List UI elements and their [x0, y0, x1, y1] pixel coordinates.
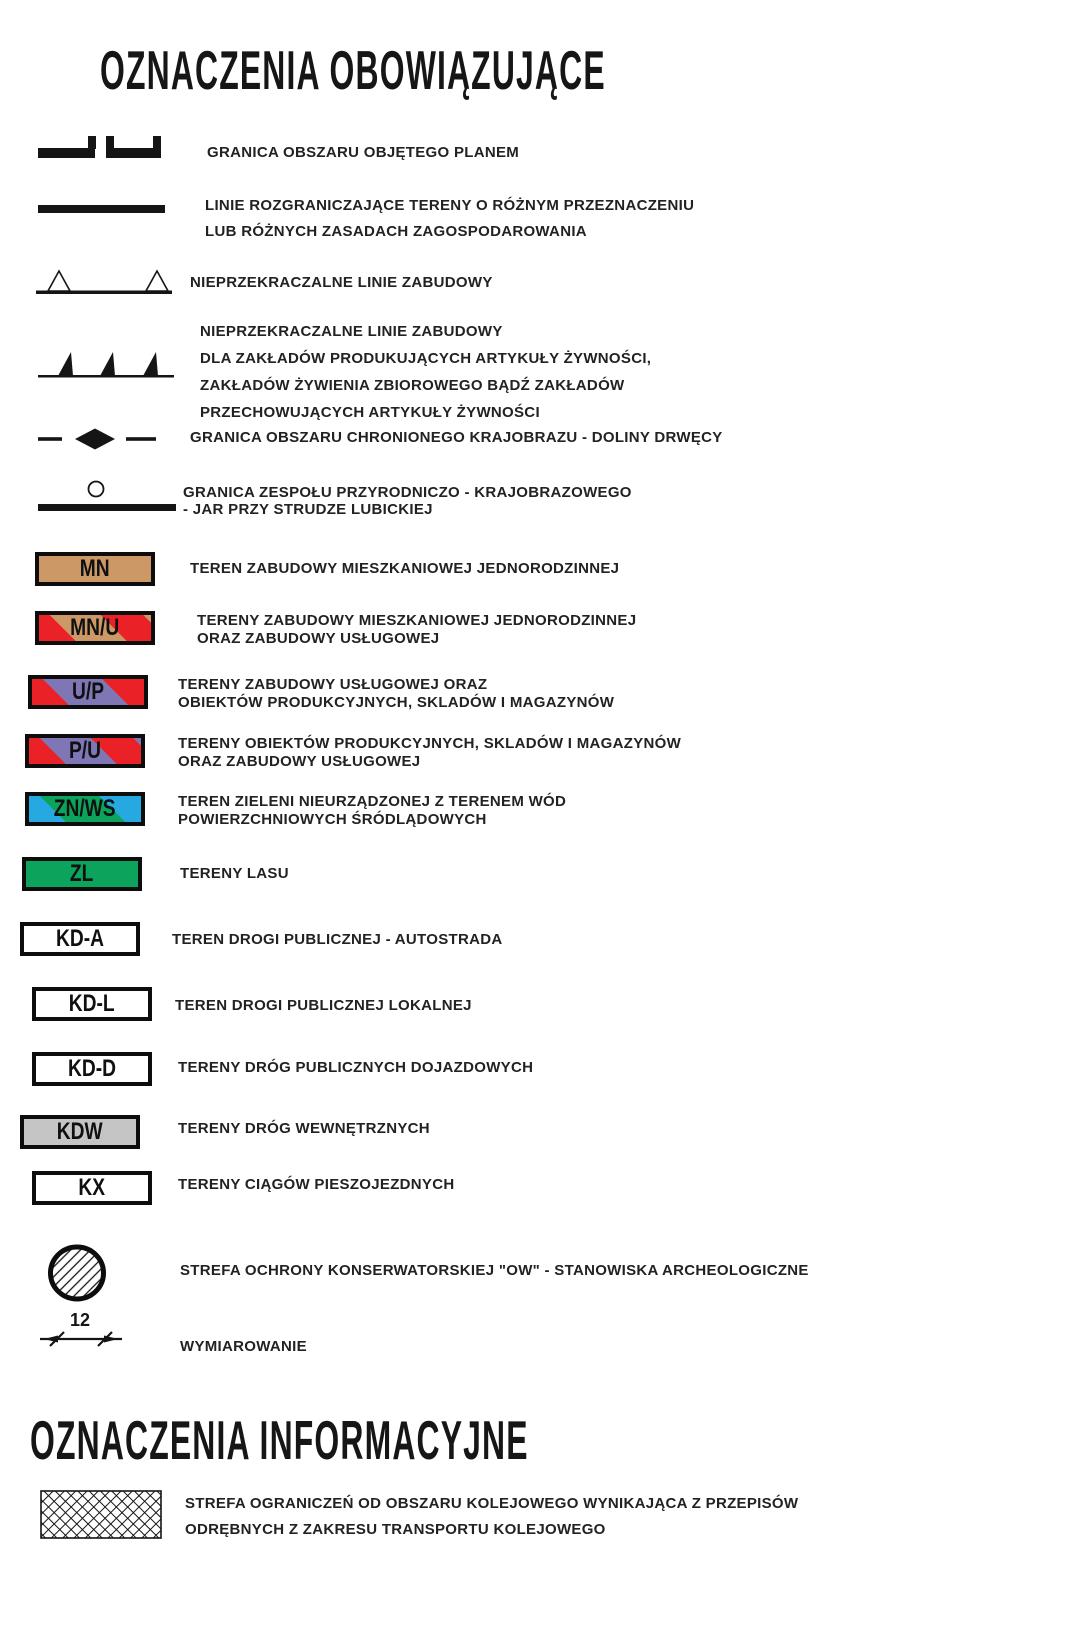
swatch-P/U: [25, 734, 145, 768]
legend-label: [197, 612, 636, 648]
symbol-thick-line: [38, 205, 165, 214]
food-setback-line-icon: [38, 350, 174, 379]
setback-line-icon: [36, 268, 172, 295]
thick-line-icon: [38, 205, 165, 214]
legend-label: [178, 735, 681, 771]
symbol-diamond-line: [38, 428, 158, 450]
swatch-ZN/WS: [25, 792, 145, 826]
legend-label-line: OBIEKTÓW PRODUKCYJNYCH, SKLADÓW I MAGAZYNÓW: [178, 694, 615, 711]
legend-label-line: WYMIAROWANIE: [180, 1338, 307, 1355]
legend-label: [178, 1059, 533, 1077]
swatch-MN/U: [35, 611, 155, 645]
legend-label-line: TERENY DRÓG PUBLICZNYCH DOJAZDOWYCH: [178, 1059, 534, 1076]
legend-label-line: ZAKŁADÓW ŻYWIENIA ZBIOROWEGO BĄDŹ ZAKŁADÓW: [200, 377, 625, 394]
swatch-code: KD-D: [68, 1055, 116, 1082]
swatch-code: KD-L: [69, 990, 115, 1017]
swatch-KX: [32, 1171, 152, 1205]
swatch-code: U/P: [71, 678, 104, 705]
plan-boundary-icon: [38, 136, 163, 160]
legend-label-line: PRZECHOWUJĄCYCH ARTYKUŁY ŻYWNOŚCI: [200, 404, 540, 421]
legend-label: [205, 193, 694, 245]
symbol-swatch: [35, 552, 155, 586]
swatch-KD-A: [20, 922, 140, 956]
legend-label: [190, 274, 493, 292]
legend-label: [180, 865, 289, 883]
legend-label-line: TERENY LASU: [180, 865, 289, 882]
swatch-code: MN: [80, 555, 110, 582]
legend-label-line: TEREN ZABUDOWY MIESZKANIOWEJ JEDNORODZINNEJ: [190, 560, 620, 577]
legend-label: [172, 931, 503, 949]
legend-label-line: TEREN ZIELENI NIEURZĄDZONEJ Z TERENEM WÓD: [178, 793, 567, 810]
symbol-swatch: [20, 1115, 140, 1149]
symbol-swatch: [28, 675, 148, 709]
swatch-MN: [35, 552, 155, 586]
symbol-swatch: [22, 857, 142, 891]
symbol-swatch: [25, 734, 145, 768]
symbol-crosshatch-rect: [40, 1490, 162, 1539]
legend-label-line: STREFA OCHRONY KONSERWATORSKIEJ "OW" - STANOWISKA ARCHEOLOGICZNE: [180, 1262, 809, 1279]
circle-line-icon: [38, 480, 178, 512]
swatch-ZL: [22, 857, 142, 891]
legend-label-line: TERENY ZABUDOWY MIESZKANIOWEJ JEDNORODZINNEJ: [197, 612, 637, 629]
legend-label-line: NIEPRZEKRACZALNE LINIE ZABUDOWY: [200, 323, 503, 340]
legend-label-line: POWIERZCHNIOWYCH ŚRÓDLĄDOWYCH: [178, 811, 487, 828]
swatch-code: ZN/WS: [54, 795, 116, 822]
legend-label-line: TERENY DRÓG WEWNĘTRZNYCH: [178, 1120, 430, 1137]
legend-label: [190, 560, 619, 578]
swatch-code: KDW: [57, 1118, 103, 1145]
legend-label-line: - JAR PRZY STRUDZE LUBICKIEJ: [183, 501, 433, 518]
symbol-swatch: [32, 1052, 152, 1086]
legend-label-line: ORAZ ZABUDOWY USŁUGOWEJ: [178, 753, 421, 770]
swatch-KDW: [20, 1115, 140, 1149]
legend-label-line: NIEPRZEKRACZALNE LINIE ZABUDOWY: [190, 274, 493, 291]
swatch-U/P: [28, 675, 148, 709]
legend-label: [178, 793, 566, 829]
legend-label-line: GRANICA OBSZARU CHRONIONEGO KRAJOBRAZU - DOLINY DRWĘCY: [190, 429, 723, 446]
symbol-swatch: [20, 922, 140, 956]
symbol-plan-boundary: [38, 136, 163, 160]
swatch-KD-L: [32, 987, 152, 1021]
section-title: OZNACZENIA OBOWIĄZUJĄCE: [100, 39, 606, 101]
legend-label-line: GRANICA ZESPOŁU PRZYRODNICZO - KRAJOBRAZOWEGO: [183, 484, 632, 501]
legend-label-line: DLA ZAKŁADÓW PRODUKUJĄCYCH ARTYKUŁY ŻYWNOŚCI,: [200, 350, 652, 367]
legend-label: [200, 318, 651, 426]
legend-label: [183, 484, 632, 518]
symbol-swatch: [25, 792, 145, 826]
legend-label-line: ORAZ ZABUDOWY USŁUGOWEJ: [197, 630, 440, 647]
swatch-code: P/U: [68, 737, 101, 764]
symbol-circle-line: [38, 480, 178, 512]
symbol-setback-line: [36, 268, 172, 295]
legend-label-line: STREFA OGRANICZEŃ OD OBSZARU KOLEJOWEGO WYNIKAJĄCA Z PRZEPISÓW: [185, 1495, 799, 1512]
hatched-circle-icon: [45, 1243, 109, 1303]
legend-label-line: LINIE ROZGRANICZAJĄCE TERENY O RÓŻNYM PRZEZNACZENIU: [205, 197, 695, 214]
legend-label-line: ODRĘBNYCH Z ZAKRESU TRANSPORTU KOLEJOWEGO: [185, 1521, 606, 1538]
symbol-hatch-circle: [45, 1243, 109, 1303]
dimension-value: 12: [69, 1310, 91, 1330]
swatch-code: ZL: [70, 860, 94, 887]
legend-label: [178, 676, 614, 712]
dimension-icon: [40, 1310, 126, 1348]
symbol-swatch: [32, 1171, 152, 1205]
legend-label: [185, 1491, 798, 1543]
symbol-swatch: [32, 987, 152, 1021]
legend-label: [180, 1338, 307, 1356]
legend-label: [180, 1262, 809, 1280]
legend-label-line: LUB RÓŻNYCH ZASADACH ZAGOSPODAROWANIA: [205, 223, 587, 240]
legend-label: [178, 1120, 430, 1138]
legend-label-line: TEREN DROGI PUBLICZNEJ LOKALNEJ: [175, 997, 472, 1014]
crosshatch-rect-icon: [40, 1490, 162, 1539]
symbol-food-setback-line: [38, 350, 174, 379]
legend-label-line: TEREN DROGI PUBLICZNEJ - AUTOSTRADA: [172, 931, 503, 948]
legend-label: [207, 144, 519, 162]
swatch-KD-D: [32, 1052, 152, 1086]
swatch-code: KX: [78, 1174, 106, 1201]
legend-label: [190, 429, 723, 447]
legend-label-line: TERENY CIĄGÓW PIESZOJEZDNYCH: [178, 1176, 455, 1193]
legend-label-line: GRANICA OBSZARU OBJĘTEGO PLANEM: [207, 144, 520, 161]
legend-label-line: TERENY ZABUDOWY USŁUGOWEJ ORAZ: [178, 676, 488, 693]
swatch-code: MN/U: [70, 614, 120, 641]
symbol-swatch: [35, 611, 155, 645]
legend-label-line: TERENY OBIEKTÓW PRODUKCYJNYCH, SKLADÓW I MAGAZYNÓW: [178, 735, 682, 752]
legend-label: [175, 997, 472, 1015]
symbol-dimension: [40, 1310, 126, 1348]
diamond-line-icon: [38, 428, 158, 450]
legend-label: [178, 1176, 455, 1194]
section-title: OZNACZENIA INFORMACYJNE: [30, 1409, 529, 1471]
swatch-code: KD-A: [56, 925, 104, 952]
